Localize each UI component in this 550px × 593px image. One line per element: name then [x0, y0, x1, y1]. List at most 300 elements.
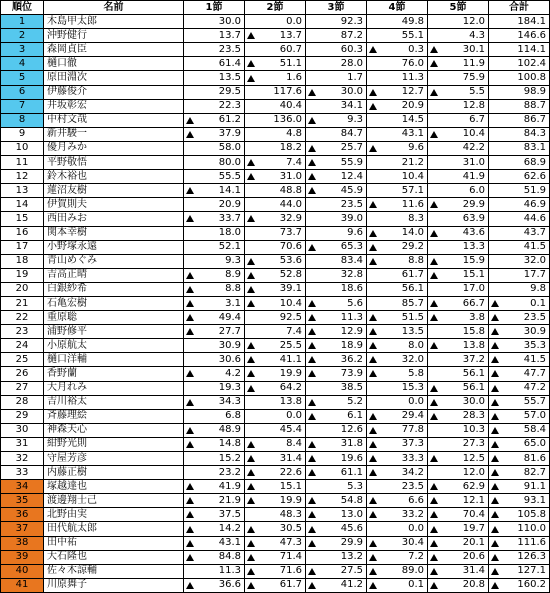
- name-cell: 沖野健行: [44, 29, 184, 43]
- rank-cell: 41: [1, 578, 44, 592]
- negative-triangle-icon: [186, 272, 194, 279]
- negative-triangle-icon: [369, 427, 377, 434]
- negative-triangle-icon: [430, 201, 438, 208]
- name-cell: 斉藤理絵: [44, 409, 184, 423]
- table-row: [1, 43, 550, 57]
- total-cell: 35.3: [489, 339, 550, 353]
- section-1-cell: 14.2: [184, 522, 245, 536]
- section-4-cell: 61.7: [367, 268, 428, 282]
- negative-triangle-icon: [308, 89, 316, 96]
- section-5-cell: 43.6: [428, 226, 489, 240]
- section-3-cell: 12.6: [306, 423, 367, 437]
- rank-cell: 24: [1, 339, 44, 353]
- negative-triangle-icon: [247, 32, 255, 39]
- section-4-cell: 30.4: [367, 536, 428, 550]
- section-5-cell: 13.8: [428, 339, 489, 353]
- rank-cell: 29: [1, 409, 44, 423]
- negative-triangle-icon: [430, 568, 438, 575]
- table-row: [1, 184, 550, 198]
- rank-cell: 15: [1, 212, 44, 226]
- rank-cell: 36: [1, 508, 44, 522]
- negative-triangle-icon: [308, 342, 316, 349]
- section-3-cell: 73.9: [306, 367, 367, 381]
- table-row: [1, 99, 550, 113]
- section-5-cell: 5.5: [428, 85, 489, 99]
- section-2-cell: 0.0: [245, 15, 306, 29]
- negative-triangle-icon: [247, 497, 255, 504]
- name-cell: 鈴木裕也: [44, 170, 184, 184]
- section-4-cell: 8.0: [367, 339, 428, 353]
- negative-triangle-icon: [491, 554, 499, 561]
- section-1-cell: 37.5: [184, 508, 245, 522]
- rank-cell: 11: [1, 156, 44, 170]
- total-cell: 9.8: [489, 282, 550, 296]
- negative-triangle-icon: [491, 300, 499, 307]
- section-5-cell: 70.4: [428, 508, 489, 522]
- rank-cell: 35: [1, 494, 44, 508]
- table-row: [1, 325, 550, 339]
- section-3-cell: 55.9: [306, 156, 367, 170]
- negative-triangle-icon: [430, 300, 438, 307]
- rank-cell: 3: [1, 43, 44, 57]
- section-1-cell: 61.2: [184, 113, 245, 127]
- name-cell: 大月れみ: [44, 381, 184, 395]
- section-1-cell: 48.9: [184, 423, 245, 437]
- rank-cell: 31: [1, 437, 44, 451]
- section-2-cell: 53.6: [245, 254, 306, 268]
- rank-cell: 28: [1, 395, 44, 409]
- section-5-cell: 4.3: [428, 29, 489, 43]
- section-5-cell: 19.7: [428, 522, 489, 536]
- section-1-cell: 33.7: [184, 212, 245, 226]
- section-5-cell: 10.3: [428, 423, 489, 437]
- rank-cell: 10: [1, 141, 44, 155]
- header-total: 合計: [489, 1, 550, 15]
- negative-triangle-icon: [308, 159, 316, 166]
- total-cell: 82.7: [489, 466, 550, 480]
- section-5-cell: 63.9: [428, 212, 489, 226]
- rank-cell: 2: [1, 29, 44, 43]
- total-cell: 146.6: [489, 29, 550, 43]
- section-4-cell: 77.8: [367, 423, 428, 437]
- name-cell: 神森天心: [44, 423, 184, 437]
- negative-triangle-icon: [491, 568, 499, 575]
- negative-triangle-icon: [369, 554, 377, 561]
- section-2-cell: 92.5: [245, 311, 306, 325]
- negative-triangle-icon: [247, 286, 255, 293]
- section-3-cell: 13.0: [306, 508, 367, 522]
- name-cell: 吉高正晴: [44, 268, 184, 282]
- name-cell: 蓮沼友樹: [44, 184, 184, 198]
- section-4-cell: 10.4: [367, 170, 428, 184]
- negative-triangle-icon: [186, 554, 194, 561]
- rank-cell: 9: [1, 127, 44, 141]
- negative-triangle-icon: [308, 526, 316, 533]
- negative-triangle-icon: [369, 469, 377, 476]
- name-cell: 守屋芳彦: [44, 452, 184, 466]
- total-cell: 111.6: [489, 536, 550, 550]
- negative-triangle-icon: [247, 385, 255, 392]
- section-2-cell: 70.6: [245, 240, 306, 254]
- negative-triangle-icon: [369, 540, 377, 547]
- section-3-cell: 30.0: [306, 85, 367, 99]
- rank-cell: 32: [1, 452, 44, 466]
- negative-triangle-icon: [430, 342, 438, 349]
- negative-triangle-icon: [186, 187, 194, 194]
- section-2-cell: 18.2: [245, 141, 306, 155]
- section-5-cell: 41.9: [428, 170, 489, 184]
- total-cell: 68.9: [489, 156, 550, 170]
- rank-cell: 20: [1, 282, 44, 296]
- table-row: [1, 254, 550, 268]
- section-2-cell: 7.4: [245, 156, 306, 170]
- section-5-cell: 12.0: [428, 466, 489, 480]
- name-cell: 西田みお: [44, 212, 184, 226]
- section-4-cell: 5.8: [367, 367, 428, 381]
- negative-triangle-icon: [430, 46, 438, 53]
- name-cell: 内藤正樹: [44, 466, 184, 480]
- ranking-rows: [1, 15, 550, 593]
- table-row: [1, 226, 550, 240]
- negative-triangle-icon: [430, 258, 438, 265]
- name-cell: 紺野光則: [44, 437, 184, 451]
- rank-cell: 39: [1, 550, 44, 564]
- section-3-cell: 9.3: [306, 113, 367, 127]
- negative-triangle-icon: [247, 173, 255, 180]
- section-4-cell: 37.3: [367, 437, 428, 451]
- section-5-cell: 42.2: [428, 141, 489, 155]
- section-1-cell: 49.4: [184, 311, 245, 325]
- table-row: [1, 508, 550, 522]
- rank-cell: 37: [1, 522, 44, 536]
- negative-triangle-icon: [247, 441, 255, 448]
- negative-triangle-icon: [186, 511, 194, 518]
- section-3-cell: 29.9: [306, 536, 367, 550]
- section-4-cell: 6.6: [367, 494, 428, 508]
- section-2-cell: 47.3: [245, 536, 306, 550]
- table-row: [1, 240, 550, 254]
- section-5-cell: 28.3: [428, 409, 489, 423]
- rank-cell: 27: [1, 381, 44, 395]
- section-5-cell: 6.7: [428, 113, 489, 127]
- total-cell: 46.9: [489, 198, 550, 212]
- total-cell: 93.1: [489, 494, 550, 508]
- name-cell: 塚越達也: [44, 480, 184, 494]
- negative-triangle-icon: [186, 399, 194, 406]
- table-row: [1, 564, 550, 578]
- section-5-cell: 12.8: [428, 99, 489, 113]
- negative-triangle-icon: [308, 413, 316, 420]
- table-row: [1, 550, 550, 564]
- total-cell: 43.7: [489, 226, 550, 240]
- total-cell: 126.3: [489, 550, 550, 564]
- section-3-cell: 32.8: [306, 268, 367, 282]
- total-cell: 62.6: [489, 170, 550, 184]
- section-4-cell: 11.6: [367, 198, 428, 212]
- negative-triangle-icon: [491, 441, 499, 448]
- section-4-cell: 0.0: [367, 395, 428, 409]
- total-cell: 114.1: [489, 43, 550, 57]
- negative-triangle-icon: [430, 89, 438, 96]
- section-1-cell: 19.3: [184, 381, 245, 395]
- section-5-cell: 66.7: [428, 296, 489, 310]
- name-cell: 新井駿一: [44, 127, 184, 141]
- section-1-cell: 8.8: [184, 282, 245, 296]
- negative-triangle-icon: [247, 272, 255, 279]
- table-row: [1, 452, 550, 466]
- header-section-3: 3節: [306, 1, 367, 15]
- negative-triangle-icon: [308, 399, 316, 406]
- section-2-cell: 8.4: [245, 437, 306, 451]
- name-cell: 重原聡: [44, 311, 184, 325]
- section-1-cell: 11.3: [184, 564, 245, 578]
- table-row: [1, 437, 550, 451]
- name-cell: 樋口徹: [44, 57, 184, 71]
- section-5-cell: 15.9: [428, 254, 489, 268]
- rank-cell: 17: [1, 240, 44, 254]
- section-2-cell: 22.6: [245, 466, 306, 480]
- total-cell: 41.5: [489, 353, 550, 367]
- section-5-cell: 10.4: [428, 127, 489, 141]
- name-cell: 香野蘭: [44, 367, 184, 381]
- negative-triangle-icon: [369, 230, 377, 237]
- section-2-cell: 136.0: [245, 113, 306, 127]
- negative-triangle-icon: [308, 117, 316, 124]
- section-2-cell: 48.3: [245, 508, 306, 522]
- section-4-cell: 14.0: [367, 226, 428, 240]
- section-4-cell: 0.3: [367, 43, 428, 57]
- table-row: [1, 367, 550, 381]
- table-row: [1, 466, 550, 480]
- section-3-cell: 61.1: [306, 466, 367, 480]
- section-1-cell: 58.0: [184, 141, 245, 155]
- section-4-cell: 8.8: [367, 254, 428, 268]
- negative-triangle-icon: [491, 342, 499, 349]
- section-4-cell: 76.0: [367, 57, 428, 71]
- section-2-cell: 31.0: [245, 170, 306, 184]
- negative-triangle-icon: [369, 356, 377, 363]
- section-5-cell: 6.0: [428, 184, 489, 198]
- section-3-cell: 5.6: [306, 296, 367, 310]
- rank-cell: 25: [1, 353, 44, 367]
- negative-triangle-icon: [430, 483, 438, 490]
- section-4-cell: 57.1: [367, 184, 428, 198]
- name-cell: 小原航太: [44, 339, 184, 353]
- table-row: [1, 339, 550, 353]
- section-4-cell: 12.7: [367, 85, 428, 99]
- negative-triangle-icon: [430, 413, 438, 420]
- section-4-cell: 29.2: [367, 240, 428, 254]
- name-cell: 青山めぐみ: [44, 254, 184, 268]
- table-row: [1, 156, 550, 170]
- rank-cell: 34: [1, 480, 44, 494]
- section-1-cell: 36.6: [184, 578, 245, 592]
- negative-triangle-icon: [186, 427, 194, 434]
- negative-triangle-icon: [491, 455, 499, 462]
- section-5-cell: 17.0: [428, 282, 489, 296]
- section-1-cell: 30.6: [184, 353, 245, 367]
- section-5-cell: 31.0: [428, 156, 489, 170]
- negative-triangle-icon: [247, 75, 255, 82]
- total-cell: 184.1: [489, 15, 550, 29]
- table-row: [1, 29, 550, 43]
- negative-triangle-icon: [369, 342, 377, 349]
- section-3-cell: 5.2: [306, 395, 367, 409]
- section-5-cell: 20.8: [428, 578, 489, 592]
- section-2-cell: 15.1: [245, 480, 306, 494]
- section-1-cell: 37.9: [184, 127, 245, 141]
- name-cell: 伊賀則夫: [44, 198, 184, 212]
- negative-triangle-icon: [491, 540, 499, 547]
- section-5-cell: 29.9: [428, 198, 489, 212]
- total-cell: 102.4: [489, 57, 550, 71]
- negative-triangle-icon: [247, 554, 255, 561]
- section-2-cell: 30.5: [245, 522, 306, 536]
- section-3-cell: 28.0: [306, 57, 367, 71]
- section-4-cell: 56.1: [367, 282, 428, 296]
- section-3-cell: 87.2: [306, 29, 367, 43]
- negative-triangle-icon: [308, 455, 316, 462]
- section-3-cell: 54.8: [306, 494, 367, 508]
- section-5-cell: 11.9: [428, 57, 489, 71]
- section-4-cell: 9.6: [367, 141, 428, 155]
- negative-triangle-icon: [186, 483, 194, 490]
- section-2-cell: 39.1: [245, 282, 306, 296]
- section-3-cell: 6.1: [306, 409, 367, 423]
- negative-triangle-icon: [491, 413, 499, 420]
- negative-triangle-icon: [491, 370, 499, 377]
- negative-triangle-icon: [369, 413, 377, 420]
- total-cell: 47.7: [489, 367, 550, 381]
- negative-triangle-icon: [430, 526, 438, 533]
- rank-cell: 19: [1, 268, 44, 282]
- table-row: [1, 212, 550, 226]
- negative-triangle-icon: [430, 131, 438, 138]
- negative-triangle-icon: [369, 244, 377, 251]
- section-5-cell: 15.8: [428, 325, 489, 339]
- section-3-cell: 31.8: [306, 437, 367, 451]
- section-1-cell: 30.9: [184, 339, 245, 353]
- table-row: [1, 268, 550, 282]
- negative-triangle-icon: [247, 483, 255, 490]
- section-5-cell: 31.4: [428, 564, 489, 578]
- table-row: [1, 494, 550, 508]
- negative-triangle-icon: [247, 258, 255, 265]
- name-cell: 渡邊翔士己: [44, 494, 184, 508]
- table-row: [1, 85, 550, 99]
- section-5-cell: 27.3: [428, 437, 489, 451]
- table-row: [1, 381, 550, 395]
- negative-triangle-icon: [247, 526, 255, 533]
- negative-triangle-icon: [308, 187, 316, 194]
- negative-triangle-icon: [247, 215, 255, 222]
- section-5-cell: 75.9: [428, 71, 489, 85]
- negative-triangle-icon: [369, 568, 377, 575]
- section-2-cell: 61.7: [245, 578, 306, 592]
- negative-triangle-icon: [369, 370, 377, 377]
- section-3-cell: 34.1: [306, 99, 367, 113]
- negative-triangle-icon: [369, 455, 377, 462]
- negative-triangle-icon: [491, 385, 499, 392]
- section-4-cell: 29.4: [367, 409, 428, 423]
- section-4-cell: 51.5: [367, 311, 428, 325]
- negative-triangle-icon: [491, 483, 499, 490]
- section-3-cell: 23.5: [306, 198, 367, 212]
- section-5-cell: 20.1: [428, 536, 489, 550]
- total-cell: 65.0: [489, 437, 550, 451]
- section-3-cell: 1.7: [306, 71, 367, 85]
- section-5-cell: 30.0: [428, 395, 489, 409]
- negative-triangle-icon: [369, 89, 377, 96]
- negative-triangle-icon: [247, 469, 255, 476]
- negative-triangle-icon: [186, 526, 194, 533]
- section-2-cell: 13.8: [245, 395, 306, 409]
- total-cell: 41.5: [489, 240, 550, 254]
- negative-triangle-icon: [247, 540, 255, 547]
- rank-cell: 7: [1, 99, 44, 113]
- total-cell: 17.7: [489, 268, 550, 282]
- negative-triangle-icon: [430, 554, 438, 561]
- name-cell: 原田淵次: [44, 71, 184, 85]
- negative-triangle-icon: [369, 497, 377, 504]
- rank-cell: 38: [1, 536, 44, 550]
- name-cell: 川原舞子: [44, 578, 184, 592]
- section-3-cell: 19.6: [306, 452, 367, 466]
- section-1-cell: 20.9: [184, 198, 245, 212]
- section-1-cell: 3.1: [184, 296, 245, 310]
- negative-triangle-icon: [186, 370, 194, 377]
- section-4-cell: 33.2: [367, 508, 428, 522]
- section-3-cell: 9.6: [306, 226, 367, 240]
- negative-triangle-icon: [247, 342, 255, 349]
- negative-triangle-icon: [369, 201, 377, 208]
- name-cell: 田代航太郎: [44, 522, 184, 536]
- name-cell: 佐々木諒輔: [44, 564, 184, 578]
- negative-triangle-icon: [308, 356, 316, 363]
- negative-triangle-icon: [308, 300, 316, 307]
- negative-triangle-icon: [369, 46, 377, 53]
- table-row: [1, 198, 550, 212]
- name-cell: 中村文哉: [44, 113, 184, 127]
- name-cell: 田中祐: [44, 536, 184, 550]
- rank-cell: 26: [1, 367, 44, 381]
- total-cell: 84.3: [489, 127, 550, 141]
- section-4-cell: 8.3: [367, 212, 428, 226]
- header-name: 名前: [44, 1, 184, 15]
- name-cell: 大石隆也: [44, 550, 184, 564]
- section-2-cell: 31.4: [245, 452, 306, 466]
- negative-triangle-icon: [186, 117, 194, 124]
- section-1-cell: 6.8: [184, 409, 245, 423]
- table-row: [1, 127, 550, 141]
- section-3-cell: 84.7: [306, 127, 367, 141]
- total-cell: 47.2: [489, 381, 550, 395]
- negative-triangle-icon: [430, 314, 438, 321]
- section-1-cell: 84.8: [184, 550, 245, 564]
- section-4-cell: 0.0: [367, 522, 428, 536]
- table-row: [1, 522, 550, 536]
- negative-triangle-icon: [430, 272, 438, 279]
- section-4-cell: 34.2: [367, 466, 428, 480]
- negative-triangle-icon: [247, 356, 255, 363]
- total-cell: 30.9: [489, 325, 550, 339]
- section-2-cell: 1.6: [245, 71, 306, 85]
- negative-triangle-icon: [491, 328, 499, 335]
- name-cell: 井坂彰宏: [44, 99, 184, 113]
- section-3-cell: 13.2: [306, 550, 367, 564]
- name-cell: 樋口洋輔: [44, 353, 184, 367]
- section-3-cell: 60.3: [306, 43, 367, 57]
